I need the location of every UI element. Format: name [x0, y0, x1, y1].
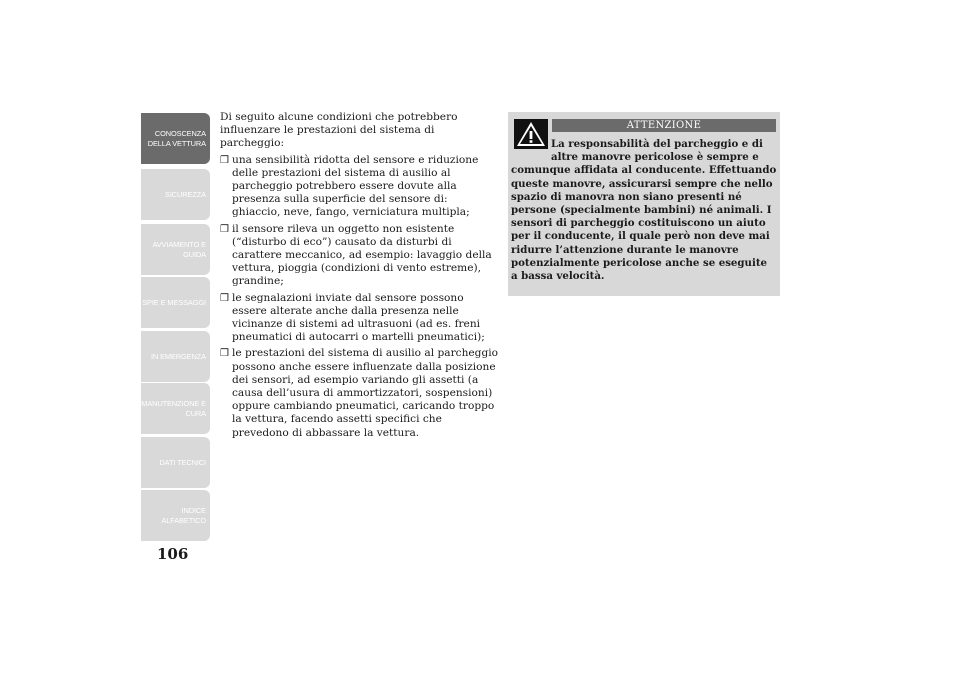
tab-conoscenza-della-vettura[interactable]: CONOSCENZA DELLA VETTURA — [141, 113, 210, 164]
main-text-column — [220, 111, 498, 443]
intro-paragraph: Di seguito alcune condizioni che potrebbero influenzare le prestazioni del sistema di parcheggio: — [220, 111, 458, 150]
tab-manutenzione-e-cura[interactable]: MANUTENZIONE E CURA — [141, 383, 210, 434]
tab-spie-e-messaggi[interactable]: SPIE E MESSAGGI — [141, 277, 210, 328]
list-item-text: le prestazioni del sistema di ausilio al parcheggio possono anche essere influenzate dalla posizione dei sensori, ad esempio variando gli assetti (a causa dell’usura di ammortizzatori, sospensioni) oppure cambiando pneumatici, caricando troppo la vettura, facendo assetti specifici che prevedono di abbassare la vettura. — [232, 347, 499, 439]
warning-title: ATTENZIONE — [552, 119, 776, 132]
tab-in-emergenza[interactable]: IN EMERGENZA — [141, 331, 210, 382]
checkbox-bullet-icon: ❒ — [220, 292, 229, 304]
list-item — [220, 154, 498, 220]
warning-text — [511, 138, 777, 283]
warning-body: comunque affidata al conducente. Effettuando queste manovre, assicurarsi sempre che nello spazio di manovra non siano presenti né persone (specialmente bambini) né animali. I sensori di parcheggio costituiscono un aiuto per il conducente, il quale però non deve mai ridurre l’attenzione durante le manovre potenzialmente pericolose anche se eseguite a bassa velocità. — [511, 164, 777, 283]
list-item-text: una sensibilità ridotta del sensore e riduzione delle prestazioni del sistema di ausilio al parcheggio potrebbero essere dovute alla presenza sulla superficie del sensore di: ghiaccio, neve, fango, verniciatura multipla; — [232, 153, 479, 219]
checkbox-bullet-icon: ❒ — [220, 223, 229, 235]
page-number: 106 — [157, 545, 189, 563]
list-item — [220, 292, 498, 345]
list-item-text: il sensore rileva un oggetto non esistente (“disturbo di eco”) causato da disturbi di carattere meccanico, ad esempio: lavaggio della vettura, pioggia (condizioni di vento estreme), grandine; — [232, 222, 492, 288]
checkbox-bullet-icon: ❒ — [220, 348, 229, 360]
warning-box — [508, 112, 780, 296]
list-item-text: le segnalazioni inviate dal sensore possono essere alterate anche dalla presenza nelle vicinanze di sistemi ad ultrasuoni (ad es. freni pneumatici di autocarri o martelli pneumatici); — [232, 291, 485, 344]
checkbox-bullet-icon: ❒ — [220, 154, 229, 166]
list-item — [220, 347, 498, 439]
tab-avviamento-e-guida[interactable]: AVVIAMENTO E GUIDA — [141, 224, 210, 275]
tab-sicurezza[interactable]: SICUREZZA — [141, 169, 210, 220]
tab-dati-tecnici[interactable]: DATI TECNICI — [141, 437, 210, 488]
warning-lead: La responsabilità del parcheggio e di altre manovre pericolose è sempre e — [551, 138, 763, 164]
list-item — [220, 223, 498, 289]
tab-indice-alfabetico[interactable]: INDICE ALFABETICO — [141, 490, 210, 541]
